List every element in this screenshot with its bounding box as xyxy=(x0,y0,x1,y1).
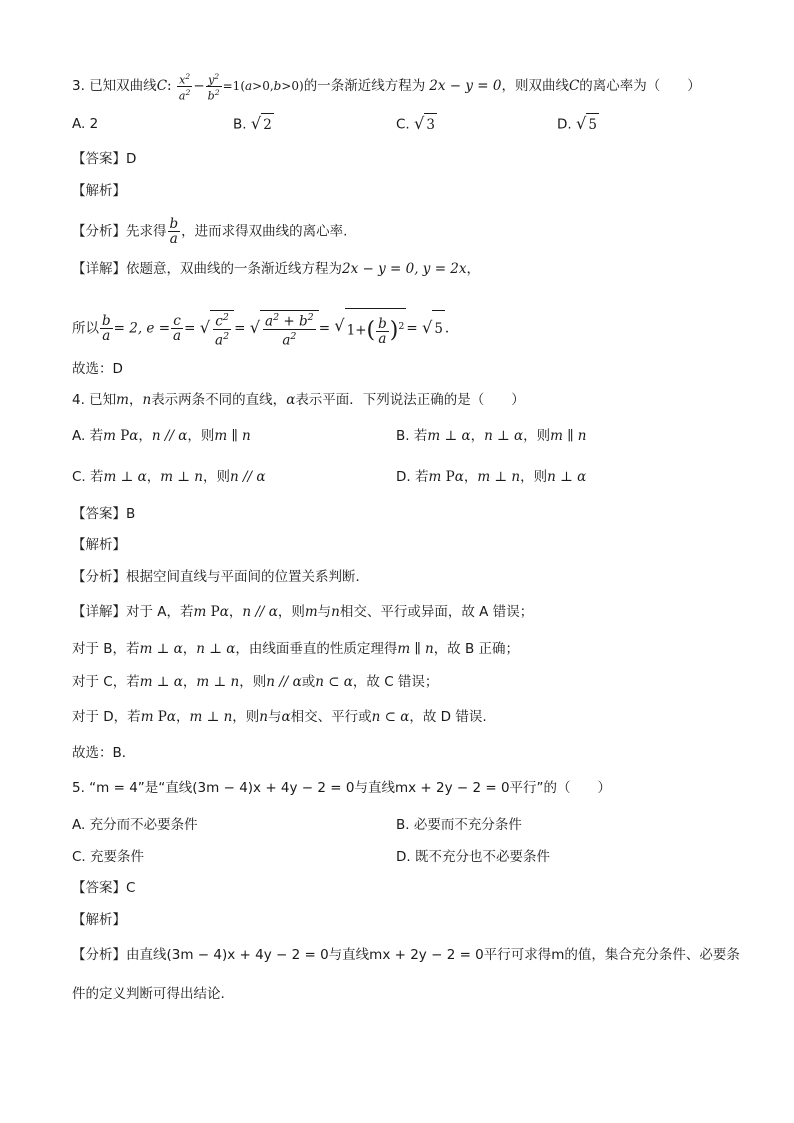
q4-stem-b: 表示两条不同的直线， xyxy=(151,392,287,408)
q3-ecc-frac-ca: $\frac{c}{a}$ xyxy=(173,313,182,344)
q4-stem-c: 表示平面．下列说法正确的是（ ） xyxy=(295,392,525,408)
q3-eccentricity: 所以 $\frac{b}{a}$ = 2, e = $\frac{c}{a}$ = √ $\frac{c^2}{a^2}$ = √ $\frac{a^2 + b^2}{a^2}$ = √ 1+( $\frac{b}{a}$ )$^2$ = √ 5 . xyxy=(72,308,449,349)
q5-stem: 5. “m = 4”是“直线(3m − 4)x + 4y − 2 = 0与直线mx + 2y − 2 = 0平行”的（ ） xyxy=(72,780,612,796)
q5-option-c: C. 充要条件 xyxy=(72,849,145,865)
q4-stem: 4. 已知m，n表示两条不同的直线，α表示平面．下列说法正确的是（ ） xyxy=(72,392,525,408)
q3-stem: 3. 已知双曲线C: $\frac{x^2}{a^2}$ − $\frac{y^2}{b^2}$ =1(a>0,b>0)的一条渐近线方程为 2x − y = 0，则双曲线C的离心率为（ ） xyxy=(72,72,701,103)
q3-guxuan: 故选：D xyxy=(72,361,123,377)
q4-detail-d: 对于 D，若m Pα，m ⊥ n，则n与α相交、平行或n ⊂ α，故 D 错误. xyxy=(72,709,487,725)
q3-sqrt2: √ 2 xyxy=(251,113,274,136)
q3-frac-ba: $\frac{b}{a}$ xyxy=(169,216,179,247)
q3-text-2: 的一条渐近线方程为 xyxy=(303,78,426,95)
q3-option-c-label: C. xyxy=(396,116,410,133)
q3-text-4: 的离心率为（ ） xyxy=(579,78,701,95)
q4-option-d: D. 若m Pα，m ⊥ n，则n ⊥ α xyxy=(396,469,587,485)
q3-ecc-frac-ba: $\frac{b}{a}$ xyxy=(102,313,111,344)
q3-option-a-text: A. 2 xyxy=(72,116,99,132)
q3-sqrt3: √ 3 xyxy=(414,113,437,136)
q3-detail xyxy=(72,258,480,280)
q5-option-b: B. 必要而不充分条件 xyxy=(396,817,522,833)
q3-answer: 【答案】D xyxy=(72,151,137,167)
q4-jiexi: 【解析】 xyxy=(72,537,126,553)
q3-frac-y2b2: $\frac{y^2}{b^2}$ xyxy=(207,72,220,103)
q3-curve-C: C xyxy=(156,78,168,95)
q3-number: 3. xyxy=(72,78,85,95)
q3-option-c xyxy=(396,113,437,136)
q3-frac-x2a2: $\frac{x^2}{a^2}$ xyxy=(178,72,191,103)
q4-guxuan: 故选：B． xyxy=(72,745,136,761)
q3-fenxi-a: 【分析】先求得 xyxy=(72,223,167,240)
q3-sqrt-c2a2: √ $\frac{c^2}{a^2}$ xyxy=(200,310,234,348)
q3-jiexi: 【解析】 xyxy=(72,183,126,199)
q5-fenxi-line1: 【分析】由直线(3m − 4)x + 4y − 2 = 0与直线mx + 2y − 2 = 0平行可求得m的值，集合充分条件、必要条 xyxy=(72,947,740,963)
q4-stem-a: 4. 已知 xyxy=(72,392,117,408)
q3-asymptote: 2x − y = 0 xyxy=(429,78,502,95)
q3-result-sqrt5: √ 5 xyxy=(422,310,445,347)
q4-detail-b: 对于 B，若m ⊥ α，n ⊥ α，由线面垂直的性质定理得m ∥ n，故 B 正确； xyxy=(72,641,520,657)
q4-answer: 【答案】B xyxy=(72,506,136,522)
q3-sqrt-1ba: √ 1+( $\frac{b}{a}$ )$^2$ xyxy=(334,308,406,349)
q4-detail-a: 【详解】对于 A，若m Pα，n // α，则m与n相交、平行或异面，故 A 错误； xyxy=(72,604,534,620)
q3-suoyi: 所以 xyxy=(72,320,99,337)
q5-jiexi: 【解析】 xyxy=(72,912,126,928)
q3-sqrt5: √ 5 xyxy=(576,113,599,136)
q4-fenxi: 【分析】根据空间直线与平面间的位置关系判断． xyxy=(72,569,369,585)
q3-text-1: 已知双曲线 xyxy=(89,78,157,95)
q4-option-b: B. 若m ⊥ α，n ⊥ α，则m ∥ n xyxy=(396,428,587,444)
q3-detail-b: ， xyxy=(466,261,481,277)
q4-option-c: C. 若m ⊥ α，m ⊥ n，则n // α xyxy=(72,469,266,485)
q3-text-3: ，则双曲线 xyxy=(501,78,569,95)
q3-detail-eq: 2x − y = 0, y = 2x xyxy=(342,261,467,277)
q4-detail-c: 对于 C，若m ⊥ α，m ⊥ n，则n // α或n ⊂ α，故 C 错误； xyxy=(72,674,439,690)
q5-answer: 【答案】C xyxy=(72,880,136,896)
q4-option-a: A. 若m Pα，n // α，则m ∥ n xyxy=(72,428,251,444)
q3-fenxi-b: ，进而求得双曲线的离心率. xyxy=(181,223,348,240)
q5-fenxi-line2: 件的定义判断可得出结论. xyxy=(72,986,225,1002)
q3-sqrt-a2b2: √ $\frac{a^2 + b^2}{a^2}$ xyxy=(250,310,319,348)
q5-option-a: A. 充分而不必要条件 xyxy=(72,817,198,833)
q3-option-b-label: B. xyxy=(233,116,247,133)
q3-option-a xyxy=(72,113,98,135)
q3-option-d xyxy=(557,113,599,136)
q3-curve-C2: C xyxy=(568,78,580,95)
q3-option-b xyxy=(233,113,274,136)
q5-option-d: D. 既不充分也不必要条件 xyxy=(396,849,550,865)
q3-fenxi xyxy=(72,217,347,246)
q3-option-d-label: D. xyxy=(557,116,572,133)
q3-detail-a: 【详解】依题意，双曲线的一条渐近线方程为 xyxy=(72,261,342,277)
